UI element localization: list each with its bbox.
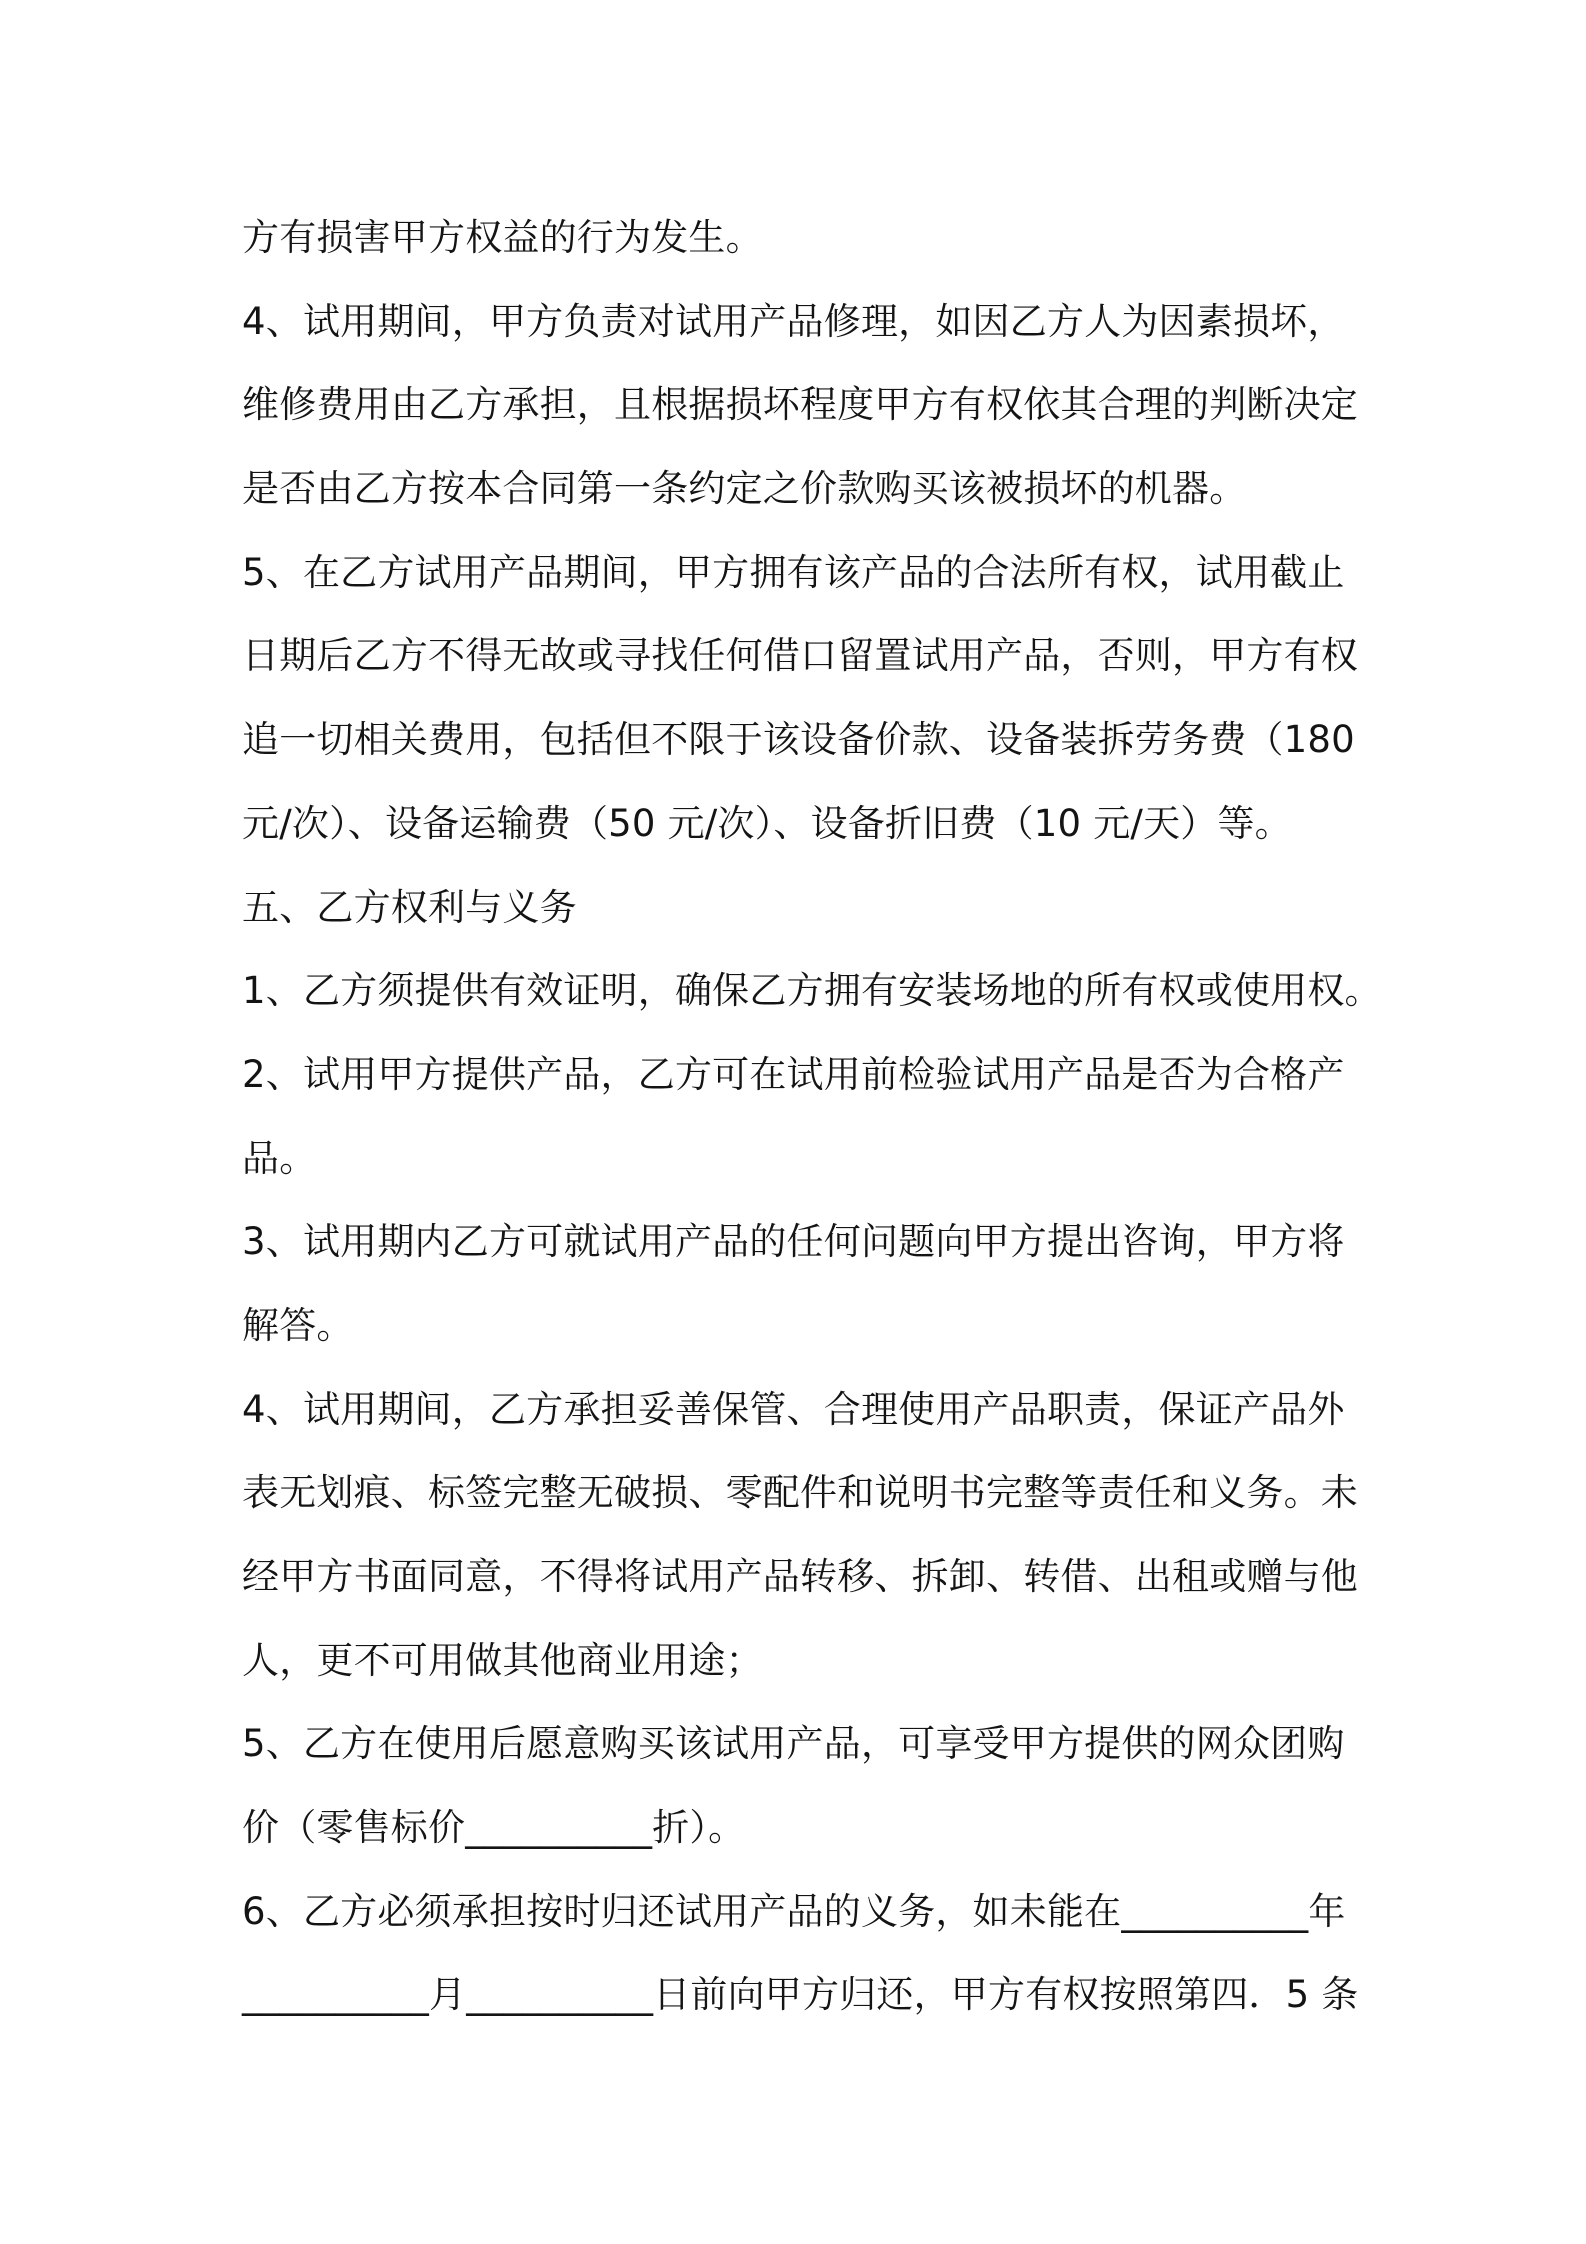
text-line-11: 2、试用甲方提供产品，乙方可在试用前检验试用产品是否为合格产 (242, 1052, 1345, 1096)
text-line-2: 4、试用期间，甲方负责对试用产品修理，如因乙方人为因素损坏， (242, 299, 1345, 343)
text-line-1: 方有损害甲方权益的行为发生。 (242, 216, 763, 259)
text-line-21: 6、乙方必须承担按时归还试用产品的义务，如未能在__________年 (242, 1889, 1346, 1933)
text-line-5: 5、在乙方试用产品期间，甲方拥有该产品的合法所有权，试用截止 (242, 550, 1345, 594)
text-line-6: 日期后乙方不得无故或寻找任何借口留置试用产品，否则，甲方有权 (242, 634, 1358, 678)
text-line-4: 是否由乙方按本合同第一条约定之价款购买该被损坏的机器。 (242, 467, 1247, 511)
text-line-13: 3、试用期内乙方可就试用产品的任何问题向甲方提出咨询，甲方将 (242, 1220, 1345, 1264)
text-line-14: 解答。 (242, 1303, 354, 1347)
text-line-8: 元/次）、设备运输费（50 元/次）、设备折旧费（10 元/天）等。 (242, 801, 1292, 845)
text-line-7: 追一切相关费用，包括但不限于该设备价款、设备装拆劳务费（180 (242, 718, 1355, 762)
text-line-15: 4、试用期间，乙方承担妥善保管、合理使用产品职责，保证产品外 (242, 1387, 1345, 1431)
text-line-20: 价（零售标价__________折）。 (242, 1806, 746, 1850)
text-line-17: 经甲方书面同意，不得将试用产品转移、拆卸、转借、出租或赠与他 (242, 1555, 1358, 1598)
text-line-12: 品。 (242, 1136, 317, 1180)
text-line-16: 表无划痕、标签完整无破损、零配件和说明书完整等责任和义务。未 (242, 1471, 1358, 1515)
text-line-22: __________月__________日前向甲方归还，甲方有权按照第四．5 条 (242, 1973, 1359, 2017)
document-body (242, 196, 1382, 2037)
text-line-18: 人，更不可用做其他商业用途； (242, 1638, 763, 1682)
text-line-3: 维修费用由乙方承担，且根据损坏程度甲方有权依其合理的判断决定 (242, 383, 1358, 427)
text-line-19: 5、乙方在使用后愿意购买该试用产品，可享受甲方提供的网众团购 (242, 1722, 1345, 1766)
text-line-10: 1、乙方须提供有效证明，确保乙方拥有安装场地的所有权或使用权。 (242, 969, 1382, 1013)
section-heading: 五、乙方权利与义务 (242, 885, 577, 929)
